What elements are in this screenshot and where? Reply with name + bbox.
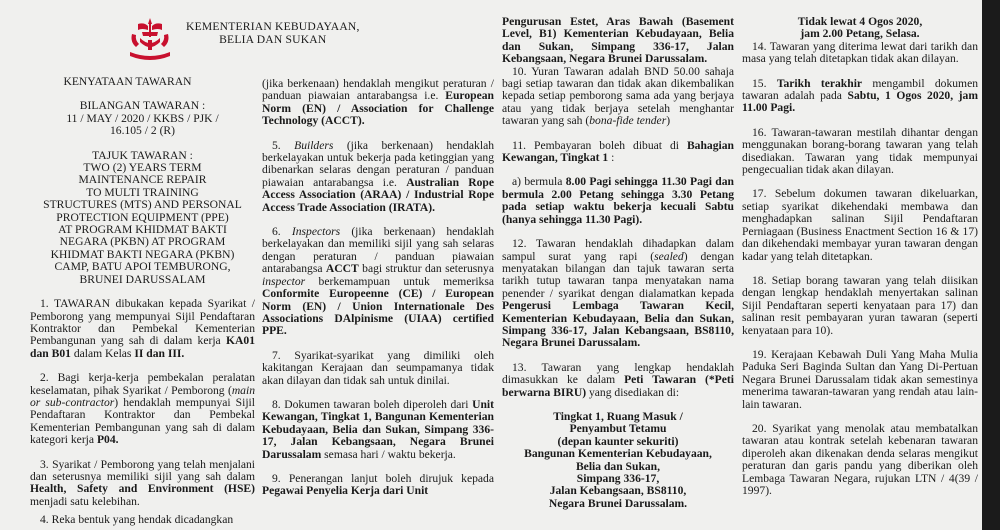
address-line: (depan kaunter sekuriti) [557, 434, 679, 448]
tender-number-line-2: 16.105 / 2 (R) [109, 124, 176, 138]
address-line: Penyambut Tetamu [569, 422, 667, 436]
column-4 [742, 16, 978, 497]
paragraph-4-start: 4. Reka bentuk yang hendak dicadangkan [40, 513, 234, 527]
tender-title-line: AT PROGRAM KHIDMAT BAKTI [58, 223, 227, 237]
p4-text: (jika berkenaan) hendaklah mengikut peraturan / panduan piawaian antarabangsa i.e. [262, 77, 494, 103]
p1-text: 1. TAWARAN dibukakan kepada Syarikat / Pemborong yang mempunyai Sijil Pendaftaran Kontraktor dan Pembekal Kementerian Pembangunan yang sah di dalam kerja [30, 297, 255, 348]
address-line: Jalan Kebangsaan, BS8110, [549, 484, 687, 498]
paragraph-20: 20. Syarikat yang menolak atau membatalkan tawaran atau kontrak setelah kebenaran tawaran diperoleh akan dikenakan denda selaras mengikut peraturan dan garis pandu yang diberikan oleh Lembaga Tawaran Negara, rujukan LTN / 4(39 / 1997). [742, 421, 978, 497]
paragraph-7: 7. Syarikat-syarikat yang dimiliki oleh kakitangan Kerajaan dan seumpamanya tidak akan dilayan dan tidak sah untuk dinilai. [262, 348, 494, 387]
address-line: Tingkat 1, Ruang Masuk / [553, 409, 683, 423]
address-line: Negara Brunei Darussalam. [548, 496, 688, 510]
p13-text-2: yang disediakan di: [586, 385, 680, 399]
p2-text: 2. Bagi kerja-kerja pembekalan peralatan keselamatan, pihak Syarikat / Pemborong ( [30, 371, 255, 397]
p13-bold: Peti Tawaran (*Peti berwarna BIRU) [502, 373, 734, 399]
paragraph-9 [262, 473, 494, 498]
ministry-header [30, 14, 450, 64]
paragraph-17: 17. Sebelum dokumen tawaran dikeluarkan, setiap syarikat dikehendaki membawa dan menghadapkan salinan Sijil Pendaftaran Perniagaan (Business Enactment Section 16 & 17) dan dikehendaki membayar yuran tawaran dengan kadar yang telah ditetapkan. [742, 187, 978, 263]
address-line: Bangunan Kementerian Kebudayaan, [524, 447, 712, 461]
p5-num: 5. [272, 138, 295, 152]
tender-number-line-1: 11 / MAY / 2020 / KKBS / PJK / [66, 111, 219, 125]
p11a-text: a) bermula [512, 175, 566, 189]
ministry-line-2: BELIA DAN SUKAN [219, 33, 327, 46]
p6-num: 6. [272, 225, 292, 239]
ministry-line-1: KEMENTERIAN KEBUDAYAAN, [186, 20, 360, 33]
paragraph-19: 19. Kerajaan Kebawah Duli Yang Maha Mulia Paduka Seri Baginda Sultan dan Yang Di-Pertuan Negara Brunei Darussalam tidak akan semestinya menerima tawaran-tawaran yang rendah atau lain-lain tawaran. [742, 347, 978, 411]
paragraph-5 [262, 140, 494, 214]
paragraph-14: 14. Tawaran yang diterima lewat dari tarikh dan masa yang telah ditetapkan tidak akan dilayan. [742, 39, 978, 66]
paragraph-9-cont: Pengurusan Estet, Aras Bawah (Basement Level, B1) Kementerian Kebudayaan, Belia dan Sukan, Simpang 336-17, Jalan Kebangsaan, Negara Brunei Darussalam. [502, 15, 734, 66]
p12-italic: sealed [654, 249, 684, 263]
tender-title-line: CAMP, BATU APOI TEMBURONG, [54, 260, 231, 274]
p5-text: (jika berkenaan) hendaklah berkelayakan untuk bekerja pada ketinggian yang dibenarkan selaras dengan peraturan / panduan piawaian antarabangsa i.e. [262, 138, 495, 189]
column-2 [262, 78, 494, 498]
p11-bold: Bahagian Kewangan, Tingkat 1 [502, 138, 734, 165]
p9-text: 9. Penerangan lanjut boleh dirujuk kepada [272, 471, 494, 485]
p13-text: 13. Tawaran yang lengkap hendaklah dimasukkan ke dalam [502, 360, 734, 387]
p3-text-2: menjadi satu kelebihan. [30, 494, 140, 508]
p10-end: ) [666, 114, 671, 128]
tender-title-line: TWO (2) YEARS TERM [83, 161, 202, 175]
paragraph-6 [262, 226, 494, 338]
p11-text-2: : [608, 151, 615, 165]
deadline-line-2: jam 2.00 Petang, Selasa. [800, 27, 920, 41]
p6-italic-2: inspector [262, 274, 306, 288]
p5-italic: Builders [294, 138, 334, 152]
p4-bold: European Norm (EN) / Association for Challenge Technology (ACCT). [262, 89, 494, 128]
paragraph-11a [502, 176, 734, 226]
tender-title-line: STRUCTURES (MTS) AND PERSONAL [43, 198, 242, 212]
tender-title-line: NEGARA (PKBN) AT PROGRAM [59, 235, 226, 249]
notice-title: KENYATAAN TAWARAN [63, 75, 192, 88]
p2-text-2: ) hendaklah mempunyai Sijil Pendaftaran Kontraktor dan Pembekal Kementerian Pembangunan yang sah di dalam kategori kerja [30, 395, 255, 447]
ministry-name [186, 20, 360, 46]
paragraph-11 [502, 140, 734, 165]
tender-number-label: BILANGAN TAWARAN : [79, 99, 206, 113]
p1-text-2: dalam Kelas [70, 346, 135, 360]
p11-text: 11. Pembayaran boleh dibuat di [512, 138, 687, 152]
deadline-line-1: Tidak lewat 4 Ogos 2020, [797, 15, 923, 28]
p15-num: 15. [752, 76, 777, 90]
tender-title-line: BRUNEI DARUSSALAM [79, 272, 206, 286]
paragraph-16: 16. Tawaran-tawaran mestilah dihantar dengan menggunakan borang-borang tawaran yang telah disediakan. Tawaran yang tidak mempunyai pengecualian tidak akan dilayan. [742, 125, 978, 177]
paragraph-4-cont [262, 78, 494, 128]
p1-bold: KA01 dan B01 [30, 334, 255, 360]
p6-italic: Inspectors [291, 225, 341, 239]
paragraph-18: 18. Setiap borang tawaran yang telah diisikan dengan lengkap hendaklah menyertakan salinan Sijil Pendaftaran seperti kenyataan para 17) dan salinan resit pembayaran yuran tawaran (seperti kenyataan para 10). [742, 273, 978, 337]
p15-bold-2: Sabtu, 1 Ogos 2020, jam 11.00 Pagi. [742, 89, 978, 115]
paragraph-15 [742, 78, 978, 115]
p12-text: 12. Tawaran hendaklah dihadapkan dalam sampul surat yang rapi ( [502, 237, 734, 263]
tender-title-line: TO MULTI TRAINING [86, 185, 199, 199]
p10-italic: bona-fide tender [589, 114, 667, 128]
p5-bold: Australian Rope Access Association (ARAA) / Industrial Rope Access Trade Association (IRATA). [262, 175, 494, 214]
p11a-bold: 8.00 Pagi sehingga 11.30 Pagi dan bermula 2.00 Petang sehingga 3.30 Petang pada setiap waktu bekerja kecuali Sabtu (hanya sehingga 11.30 Pagi). [502, 175, 734, 226]
column-3 [502, 16, 734, 510]
p6-text-3: berkemampuan untuk memeriksa [305, 274, 494, 288]
address-line: Belia dan Sukan, [575, 459, 661, 473]
paragraph-10 [502, 66, 734, 128]
p15-bold: Tarikh terakhir [776, 76, 863, 90]
p1-bold-2: II dan III. [134, 346, 185, 360]
p2-bold: P04. [96, 433, 119, 447]
right-edge-border [982, 0, 1000, 530]
paragraph-3 [30, 459, 255, 509]
p8-text-2: semasa hari / waktu bekerja. [321, 447, 456, 461]
paragraph-2 [30, 372, 255, 446]
p6-text-2: bagi struktur dan seterusnya [358, 262, 494, 276]
tender-title-line: MAINTENANCE REPAIR [78, 173, 207, 187]
p3-bold: Health, Safety and Environment (HSE) [30, 482, 255, 496]
p9-bold: Pegawai Penyelia Kerja dari Unit [262, 484, 429, 498]
tender-title-line: KHIDMAT BAKTI NEGARA (PKBN) [50, 247, 235, 261]
tender-title-label: TAJUK TAWARAN : [92, 148, 193, 162]
address-line: Simpang 336-17, [576, 472, 660, 485]
p15-text: mengambil dokumen tawaran adalah pada [742, 76, 979, 103]
paragraph-12 [502, 238, 734, 350]
paragraph-8 [262, 399, 494, 461]
paragraph-1 [30, 298, 255, 360]
tender-title-line: PROTECTION EQUIPMENT (PPE) [56, 210, 229, 224]
p6-bold-2: Conformite Europeenne (CE) / European Norm (EN) / Union Internationale Des Associations DAlpinisme (UIAA) certified PPE. [262, 287, 494, 338]
p6-bold: ACCT [325, 262, 359, 276]
p8-bold: Unit Kewangan, Tingkat 1, Bangunan Kementerian Kebudayaan, Belia dan Sukan, Simpang 336-17, Jalan Kebangsaan, Negara Brunei Darussalam [262, 397, 494, 461]
p6-text: (jika berkenaan) hendaklah berkelayakan dan memiliki sijil yang sah selaras dengan peraturan / panduan piawaian antarabangsa [262, 225, 495, 276]
p12-text-2: ) dengan menyatakan bilangan dan tajuk tawaran serta tarikh tutup tawaran tanpa menyatakan nama penender / syarikat dengan dialamatkan kepada [502, 249, 734, 300]
brunei-crest-icon [124, 14, 176, 62]
p10-text: 10. Yuran Tawaran adalah BND 50.00 sahaja bagi setiap tawaran dan tidak akan dikembalikan kepada setiap pemborong sama ada yang berjaya atau yang tidak berjaya setelah menghantar tawaran yang sah ( [502, 64, 734, 128]
p12-bold: Pengerusi Lembaga Tawaran Kecil, Kementerian Kebudayaan, Belia dan Sukan, Simpang 336-17, Jalan Kebangsaan, BS8110, Negara Brunei Darussalam. [502, 299, 734, 350]
paragraph-13 [502, 362, 734, 399]
p3-text: 3. Syarikat / Pemborong yang telah menjalani dan seterusnya memiliki sijil yang sah dalam [30, 457, 255, 483]
p8-text: 8. Dokumen tawaran boleh diperoleh dari [272, 397, 473, 411]
p2-italic: main or sub-contractor [30, 383, 255, 409]
